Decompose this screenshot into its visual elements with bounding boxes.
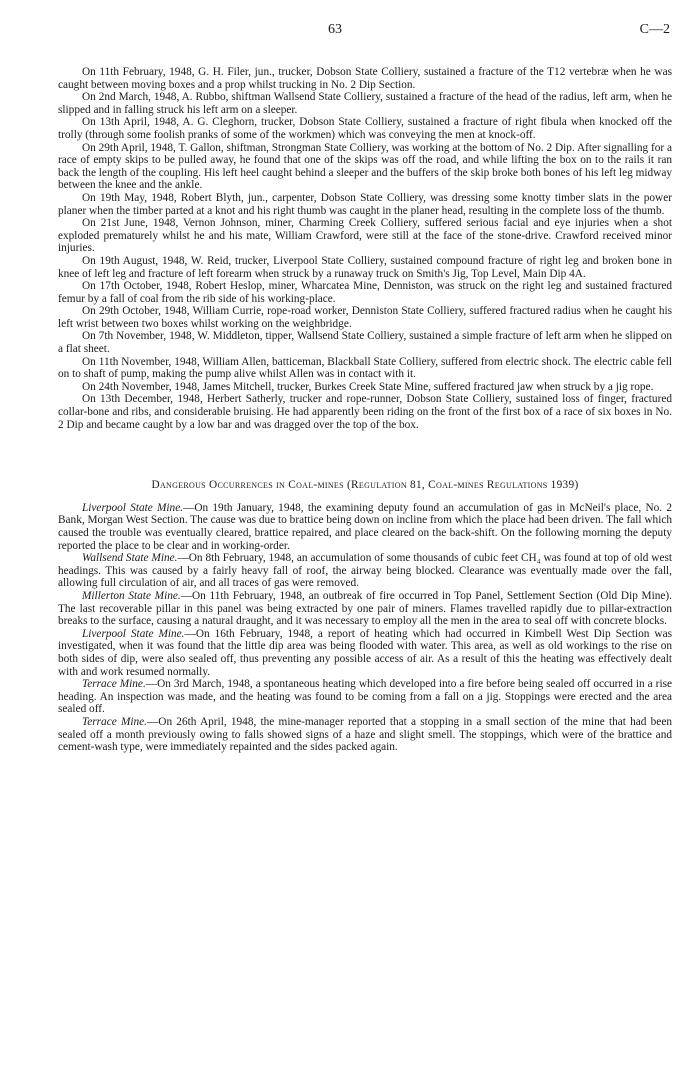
occurrence-text: —On 16th February, 1948, a report of heating which had occurred in Kimbell West Dip Section was investigated, when it was found that the little dip area was being flooded with water. This area, as well as old workings to the rise on both sides of dip, were also sealed off, thus preventing any possible access of air. As a result of this the heating was effectively dealt with and work resumed normally. xyxy=(58,627,673,678)
accident-paragraph: On 11th February, 1948, G. H. Filer, jun., trucker, Dobson State Colliery, sustained a fracture of the T12 vertebræ when he was caught between moving boxes and a prop whilst trucking in No. 2 Dip Section. xyxy=(58,66,672,91)
occurrence-paragraph xyxy=(58,628,672,678)
accident-paragraph: On 11th November, 1948, William Allen, batticeman, Blackball State Colliery, suffered from electric shock. The electric cable fell on to shaft of pump, making the pump alive whilst Allen was in contact with it. xyxy=(58,355,672,381)
mine-name: Liverpool State Mine. xyxy=(82,627,185,640)
accident-paragraph: On 29th October, 1948, William Currie, rope-road worker, Denniston State Colliery, suffered fractured radius when he caught his left wrist between two boxes whilst working on the weighbridge. xyxy=(58,305,672,330)
accident-paragraph: On 19th May, 1948, Robert Blyth, jun., carpenter, Dobson State Colliery, was dressing some knotty timber slats in the power planer when the timber parted at a knot and his right thumb was caught in the planer head, resulting in the complete loss of the thumb. xyxy=(58,191,672,217)
mine-name: Liverpool State Mine. xyxy=(82,501,184,514)
occurrence-text: —On 19th January, 1948, the examining deputy found an accumulation of gas in McNeil's place, No. 2 Bank, Morgan West Section. The cause was due to brattice being down on incline from which the place had been driven. The fall which caused the trouble was eventually cleared, brattice repaired, and place cleared on the back-shift. On the following morning the deputy reported the place to be clear and in working-order. xyxy=(58,501,673,552)
accident-paragraph: On 24th November, 1948, James Mitchell, trucker, Burkes Creek State Mine, suffered fractured jaw when struck by a jig rope. xyxy=(82,380,654,393)
occurrence-paragraph xyxy=(58,502,672,552)
occurrence-text: —On 3rd March, 1948, a spontaneous heating which developed into a fire before being sealed off occurred in a rise heading. An inspection was made, and the heating was found to be coming from a fall on a jig. Stoppings were erected and the area sealed off. xyxy=(58,678,672,716)
occurrence-paragraph xyxy=(58,552,672,590)
accident-paragraph: On 7th November, 1948, W. Middleton, tipper, Wallsend State Colliery, sustained a simple fracture of left arm when he slipped on a flat sheet. xyxy=(58,330,672,356)
mine-name: Terrace Mine. xyxy=(82,715,147,728)
accident-paragraph: On 29th April, 1948, T. Gallon, shiftman, Strongman State Colliery, was working at the bottom of No. 2 Dip. After signalling for a race of empty skips to be pulled away, he found that one of the skips was off the road, and while lifting the box on to the rails it ran back the length of the coupling. His left heel caught behind a sleeper and the buffers of the skip broke both bones of his left leg midway between the knee and the ankle. xyxy=(58,141,672,192)
document-body xyxy=(58,66,672,754)
occurrence-paragraph xyxy=(58,716,672,754)
occurrence-paragraph xyxy=(58,590,672,628)
accident-paragraph: On 13th December, 1948, Herbert Satherly, trucker and rope-runner, Dobson State Colliery, sustained loss of finger, fractured collar-bone and ribs, and considerable bruising. He had apparently been riding on the front of the first box of a race of six boxes in No. 2 Dip and became caught by a low bar and was dragged over the top of the box. xyxy=(58,393,672,431)
accident-paragraph: On 13th April, 1948, A. G. Cleghorn, trucker, Dobson State Colliery, sustained a fracture of right fibula when knocked off the trolly (through some foolish pranks of some of the workmen) which was conveying the men at knock-off. xyxy=(58,116,672,141)
section-heading: Dangerous Occurrences in Coal-mines (Regulation 81, Coal-mines Regulations 1939) xyxy=(151,479,579,492)
accident-paragraph: On 17th October, 1948, Robert Heslop, miner, Wharcatea Mine, Denniston, was struck on the right leg and sustained fractured femur by a fall of coal from the rib side of his working-place. xyxy=(58,280,672,305)
accident-paragraph: On 2nd March, 1948, A. Rubbo, shiftman Wallsend State Colliery, sustained a fracture of the head of the radius, left arm, when he slipped and in falling struck his left arm on a sleeper. xyxy=(58,91,672,116)
section-label: C—2 xyxy=(639,22,670,37)
mine-name: Wallsend State Mine. xyxy=(82,552,178,565)
occurrence-paragraph xyxy=(58,678,672,716)
occurrence-text: —On 8th February, 1948, an accumulation of some thousands of cubic feet CH₄ was found at top of old west headings. This was caused by a fairly heavy fall of roof, the airway being blocked. Clearance was eventually made over the fall, allowing full circulation of air, and all traces of gas were removed. xyxy=(58,552,672,590)
accident-paragraph: On 21st June, 1948, Vernon Johnson, miner, Charming Creek Colliery, suffered serious facial and eye injuries when a shot exploded prematurely whilst he and his mate, William Crawford, were still at the face of the stone-drive. Crawford received minor injuries. xyxy=(58,217,672,255)
occurrence-text: —On 11th February, 1948, an outbreak of fire occurred in Top Panel, Settlement Section (Old Dip Mine). The last recoverable pillar in this panel was being extracted by one pair of miners. Flames travelled rapidly due to pillar-extraction breaks to the surface, causing a natural draught, and it was necessary to employ all the men in the area to seal off with concrete blocks. xyxy=(58,589,672,628)
mine-name: Millerton State Mine. xyxy=(82,589,181,602)
occurrence-text: —On 26th April, 1948, the mine-manager reported that a stopping in a small section of the mine that had been sealed off a month previously owing to falls showed signs of a haze and slight smell. The stoppings, which were of the brattice and cement-wash type, were immediately repainted and the sides packed again. xyxy=(58,715,672,754)
page-number: 63 xyxy=(328,22,342,37)
accident-paragraph: On 19th August, 1948, W. Reid, trucker, Liverpool State Colliery, sustained compound fracture of right leg and broken bone in knee of left leg and fracture of left forearm when struck by a runaway truck on Smith's Jig, Top Level, Main Dip 4A. xyxy=(58,254,672,280)
page-header xyxy=(0,22,700,40)
mine-name: Terrace Mine. xyxy=(82,678,146,691)
